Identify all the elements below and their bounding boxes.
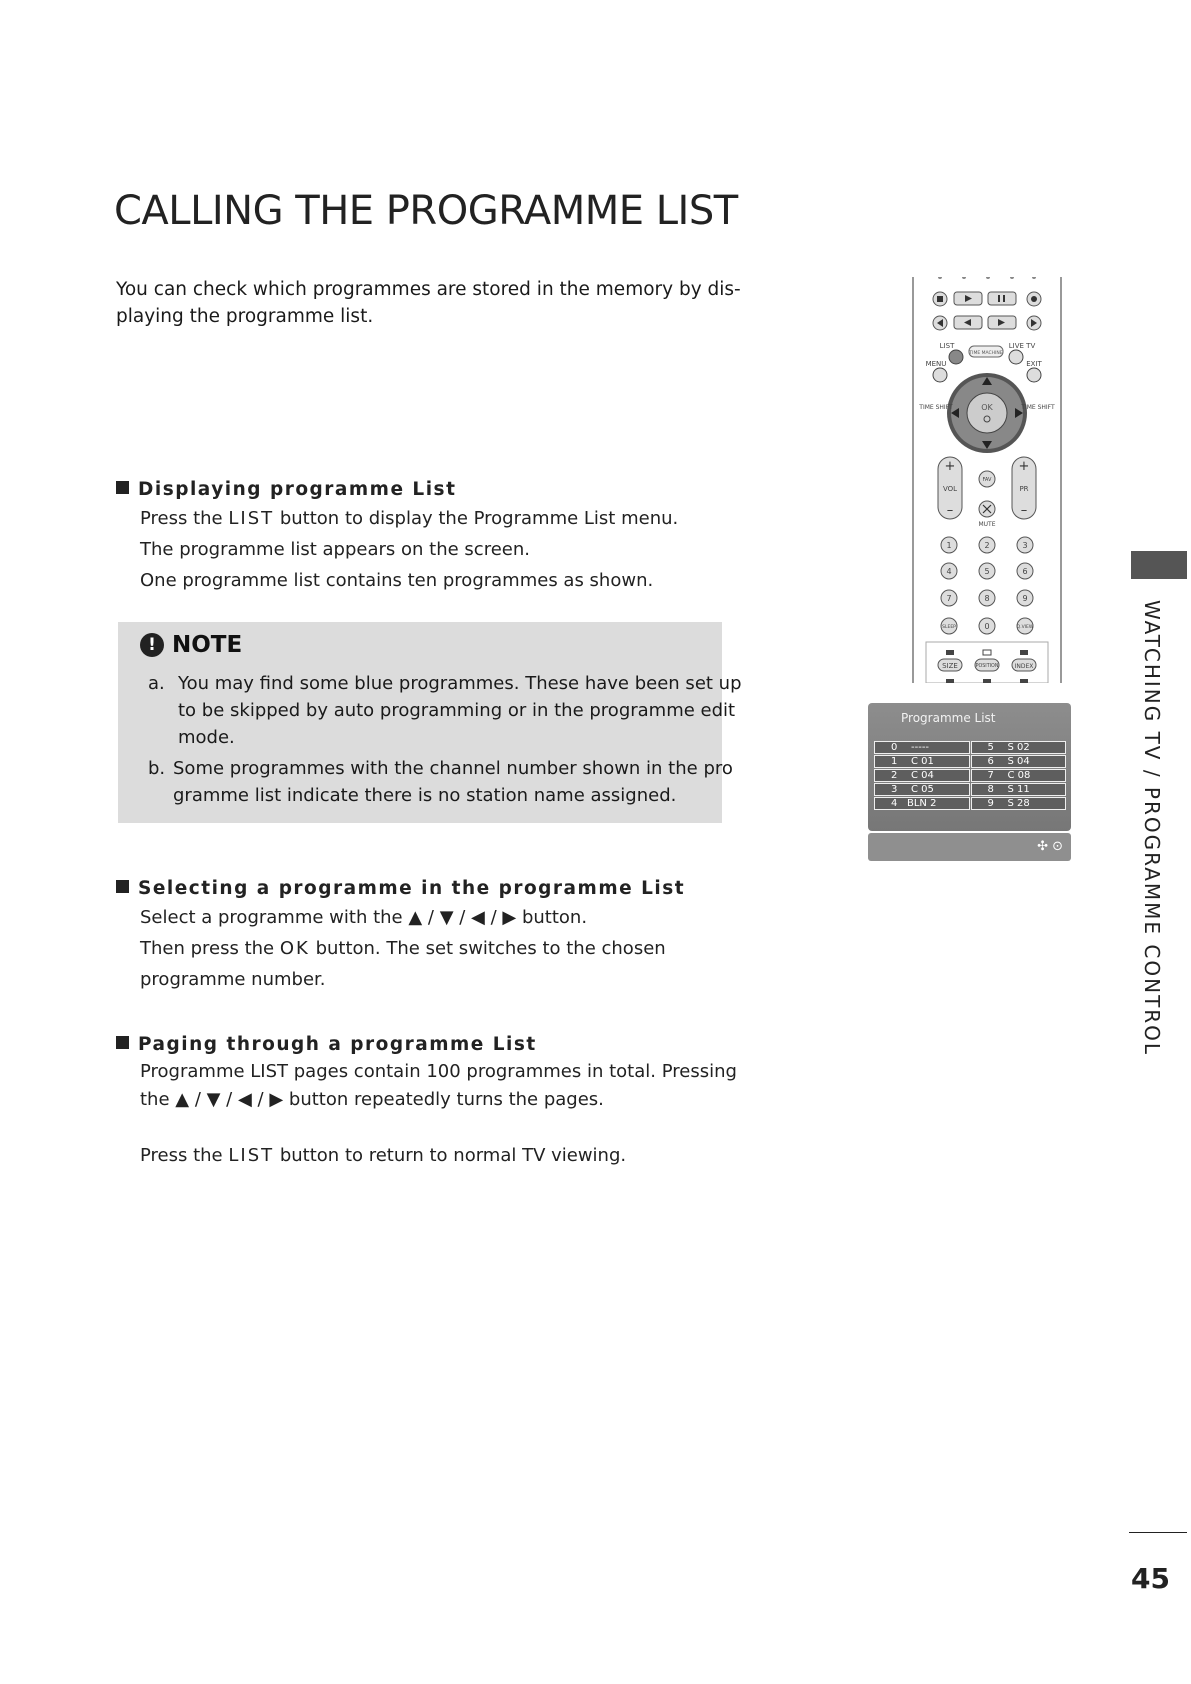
text-fragment: Press the (140, 508, 229, 529)
remote-fav-label: FAV (982, 477, 992, 483)
key-label: LIST (228, 1145, 275, 1166)
remote-digit: 8 (984, 594, 990, 603)
remote-digit: 1 (946, 541, 952, 550)
remote-svg (914, 277, 1060, 683)
text-fragment: Press the (140, 1145, 229, 1166)
programme-number: 3 (891, 784, 898, 795)
remote-qview-label: Q.VIEW (1016, 625, 1034, 630)
programme-entry[interactable] (971, 797, 1067, 810)
remote-index-label: INDEX (1014, 663, 1034, 670)
section-heading (116, 479, 678, 500)
section-heading-text: Paging through a programme List (138, 1034, 537, 1055)
body-line (140, 503, 678, 534)
body-line: One programme list contains ten programmes as shown. (140, 570, 654, 591)
navigate-ok-icon: ✣ ⊙ (1037, 839, 1063, 854)
text-fragment: Then press the (140, 938, 280, 959)
text-fragment: button to return to normal TV viewing. (274, 1145, 627, 1166)
intro-line: playing the programme list. (116, 306, 374, 327)
text-fragment: button. The set switches to the chosen (309, 938, 666, 959)
warning-icon: ! (140, 633, 164, 657)
programme-number: 1 (891, 756, 898, 767)
table-row (874, 797, 1067, 811)
note-item-label: a. (148, 673, 165, 694)
remote-vol-label: VOL (942, 485, 958, 493)
remote-live-tv-label: LIVE TV (1008, 342, 1036, 350)
svg-text:–: – (1020, 503, 1028, 518)
note-item-label: b. (148, 758, 166, 779)
key-label: LIST (228, 508, 275, 529)
osd-title: Programme List (901, 711, 996, 725)
transport-row-2 (933, 316, 1041, 330)
programme-name: C 01 (911, 756, 934, 767)
section-heading-text: Selecting a programme in the programme List (138, 878, 686, 899)
programme-name: S 04 (1007, 756, 1030, 767)
remote-digit: 9 (1022, 594, 1028, 603)
programme-name: C 05 (911, 784, 934, 795)
section-tab-marker (1131, 551, 1187, 579)
programme-list-osd (868, 703, 1071, 831)
text-fragment: button to display the Programme List menu. (274, 508, 679, 529)
selecting-section (116, 878, 685, 995)
programme-number: 6 (987, 756, 994, 767)
note-line: mode. (178, 727, 235, 748)
arrow-keys-label: ▲ / ▼ / ◀ / ▶ (408, 907, 517, 928)
svg-text:+: + (944, 459, 956, 474)
note-line: You may find some blue programmes. These have been set up (178, 673, 742, 694)
note-header (140, 632, 242, 658)
remote-digit: 3 (1022, 541, 1028, 550)
table-row (874, 741, 1067, 755)
body-line: Programme LIST pages contain 100 programmes in total. Pressing (140, 1061, 737, 1082)
note-line: to be skipped by auto programming or in the programme edit (178, 700, 736, 721)
displaying-section (116, 479, 678, 596)
section-heading-text: Displaying programme List (138, 479, 457, 500)
programme-name: S 28 (1007, 798, 1030, 809)
intro-line: You can check which programmes are stored in the memory by dis- (116, 279, 741, 300)
body-line: programme number. (140, 969, 326, 990)
programme-number: 7 (987, 770, 994, 781)
remote-exit-label: EXIT (1026, 360, 1042, 368)
intro-text (116, 276, 741, 330)
programme-number: 0 (891, 742, 898, 753)
programme-entry[interactable] (874, 769, 970, 782)
body-line: The programme list appears on the screen. (140, 539, 530, 560)
programme-name: BLN 2 (907, 798, 937, 809)
chapter-side-title: WATCHING TV / PROGRAMME CONTROL (1140, 600, 1164, 1057)
remote-digit: 5 (984, 567, 990, 576)
note-box (118, 622, 742, 823)
table-row (874, 783, 1067, 797)
text-fragment: button. (516, 907, 588, 928)
remote-time-shift-left-label: TIME SHIFT (919, 404, 953, 411)
remote-digit: 7 (946, 594, 952, 603)
page-title: CALLING THE PROGRAMME LIST (114, 188, 738, 234)
remote-sleep-label: SLEEP (942, 625, 956, 630)
programme-name: C 08 (1007, 770, 1031, 781)
remote-ok-label: OK (981, 403, 993, 412)
svg-text:–: – (946, 503, 954, 518)
programme-number: 2 (891, 770, 898, 781)
programme-number: 8 (987, 784, 994, 795)
note-line: Some programmes with the channel number shown in the pro (173, 758, 733, 779)
programme-entry[interactable] (971, 769, 1067, 782)
remote-mute-label: MUTE (978, 521, 996, 528)
remote-digit: 0 (984, 622, 990, 631)
paging-section (116, 1034, 737, 1171)
body-line (140, 1140, 737, 1171)
programme-name: ----- (911, 742, 930, 753)
page-number: 45 (1131, 1562, 1170, 1595)
programme-entry[interactable] (971, 755, 1067, 768)
osd-footer (868, 833, 1071, 861)
programme-entry[interactable] (971, 783, 1067, 796)
programme-entry[interactable] (874, 741, 970, 754)
programme-entry[interactable] (874, 797, 970, 810)
section-heading (116, 1034, 737, 1055)
note-line: gramme list indicate there is no station name assigned. (173, 785, 677, 806)
remote-digit: 4 (946, 567, 952, 576)
page-number-rule (1129, 1532, 1187, 1533)
remote-position-label: POSITION (975, 664, 999, 669)
text-fragment: Select a programme with the (140, 907, 409, 928)
table-row (874, 755, 1067, 769)
transport-row-1 (933, 292, 1041, 306)
text-fragment: the (140, 1089, 176, 1110)
body-line (140, 1086, 737, 1114)
note-item-text (173, 755, 733, 809)
programme-entry[interactable] (874, 783, 970, 796)
remote-control-illustration (912, 277, 1062, 683)
arrow-keys-label: ▲ / ▼ / ◀ / ▶ (175, 1089, 284, 1110)
programme-name: C 04 (911, 770, 934, 781)
programme-name: S 11 (1007, 784, 1030, 795)
remote-time-machine-label: TIME MACHINE (969, 351, 1003, 356)
remote-menu-label: MENU (925, 360, 947, 368)
programme-number: 4 (891, 798, 898, 809)
programme-entry[interactable] (874, 755, 970, 768)
body-line (140, 933, 685, 964)
note-title: NOTE (172, 632, 243, 658)
remote-pr-label: PR (1019, 485, 1029, 493)
body-line (140, 902, 685, 933)
table-row (874, 769, 1067, 783)
programme-number: 5 (987, 742, 994, 753)
programme-name: S 02 (1007, 742, 1030, 753)
svg-text:+: + (1018, 459, 1030, 474)
remote-list-label: LIST (939, 342, 955, 350)
programme-entry[interactable] (971, 741, 1067, 754)
remote-time-shift-right-label: TIME SHIFT (1021, 404, 1055, 411)
remote-size-label: SIZE (942, 662, 958, 670)
remote-digit: 2 (984, 541, 990, 550)
note-item-text (178, 670, 742, 751)
text-fragment: button repeatedly turns the pages. (283, 1089, 604, 1110)
programme-number: 9 (987, 798, 994, 809)
section-heading (116, 878, 685, 899)
programme-list-table (874, 741, 1067, 811)
remote-digit: 6 (1022, 567, 1028, 576)
key-label: OK (279, 938, 310, 959)
